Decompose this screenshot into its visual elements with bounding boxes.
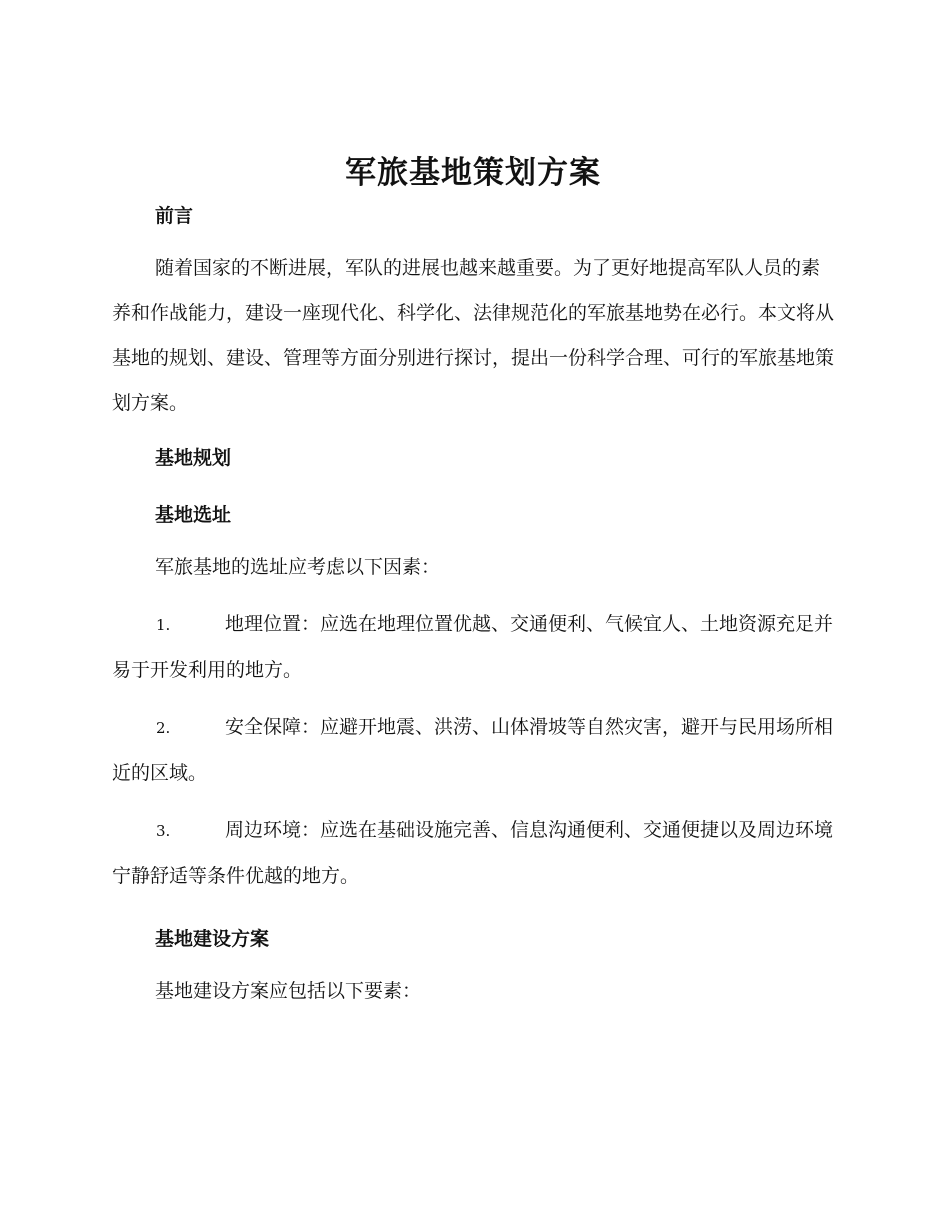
list-item-text: 地理位置：应选在地理位置优越、交通便利、气候宜人、土地资源充足并易于开发利用的地方。 bbox=[112, 613, 834, 681]
list-item bbox=[112, 705, 834, 796]
list-item-number: 1. bbox=[156, 616, 171, 634]
section-heading-site: 基地选址 bbox=[155, 504, 232, 526]
document-body bbox=[112, 150, 834, 1014]
list-item bbox=[112, 602, 834, 693]
preface-paragraph: 随着国家的不断进展，军队的进展也越来越重要。为了更好地提高军队人员的素养和作战能力，建设一座现代化、科学化、法律规范化的军旅基地势在必行。本文将从基地的规划、建设、管理等方面分别进行探讨，提出一份科学合理、可行的军旅基地策划方案。 bbox=[112, 257, 835, 414]
list-item bbox=[112, 808, 834, 899]
construction-intro-paragraph: 基地建设方案应包括以下要素： bbox=[155, 980, 422, 1002]
list-item-text: 周边环境：应选在基础设施完善、信息沟通便利、交通便捷以及周边环境宁静舒适等条件优越的地方。 bbox=[112, 819, 834, 887]
list-item-number: 3. bbox=[156, 822, 171, 840]
section-heading-preface: 前言 bbox=[155, 205, 194, 227]
list-item-number: 2. bbox=[156, 719, 171, 737]
document-title: 军旅基地策划方案 bbox=[345, 155, 601, 191]
section-heading-planning: 基地规划 bbox=[155, 447, 232, 469]
site-intro-paragraph: 军旅基地的选址应考虑以下因素： bbox=[155, 556, 441, 578]
section-heading-construction: 基地建设方案 bbox=[155, 928, 270, 950]
list-item-text: 安全保障：应避开地震、洪涝、山体滑坡等自然灾害，避开与民用场所相近的区域。 bbox=[112, 716, 834, 784]
